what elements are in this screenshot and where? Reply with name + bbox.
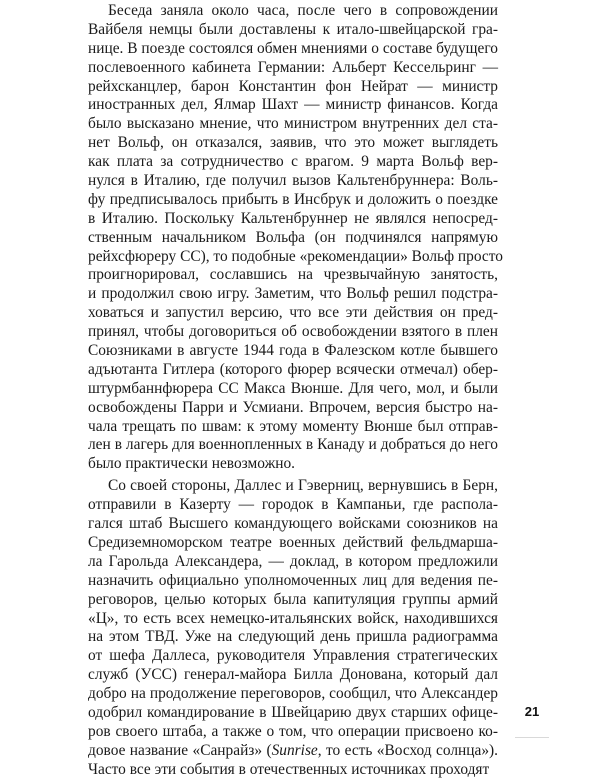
text-line: добро на продолжение переговоров, сообщил, что Александер [88,685,498,703]
text-line: на этом ТВД. Уже на следующий день пришла радиограмма [88,628,498,646]
text-line: одобрил командирование в Швейцарию двух старших офице- [88,703,498,721]
page-number: 21 [524,704,540,719]
text-line: ла Гарольда Александера, — доклад, в котором предложили [88,552,498,570]
page-number-rule [515,737,549,738]
text-line: ственным начальником Вольфа (он подчинялся напрямую [88,228,498,246]
text-line: Вайбеля немцы были доставлены к итало-швейцарской гра- [88,20,498,38]
text-line: ховаться и запустил версию, что все эти действия он пред- [88,304,498,322]
text-line: адъютанта Гитлера (которого фюрер всячески отмечал) обер- [88,360,498,378]
text-line: проигнорировал, сославшись на чрезвычайную занятость, [88,266,498,284]
text-line: Часто все эти события в отечественных источниках проходят [88,760,490,778]
text-line: чала трещать по швам: к этому моменту Вюнше был отправ- [88,417,498,435]
paragraph-2 [88,477,498,779]
text-line: Средиземноморском театре военных действий фельдмарша- [88,533,498,551]
text-line: в Италию. Поскольку Кальтенбруннер не являлся непосред- [88,209,498,227]
text-line: гался штаб Высшего командующего войсками союзников на [88,515,498,533]
text-line: нулся в Италию, где получил вызов Кальтенбруннера: Воль- [88,172,498,190]
emphasis: Sunrise [271,741,318,759]
text-line: было высказано мнение, что министром внутренних дел ста- [88,115,498,133]
text-line: фу предписывалось прибыть в Инсбрук и доложить о поездке [88,190,498,208]
text-line: нет Вольф, он отказался, заявив, что это может выглядеть [88,134,498,152]
text-line: отправили в Казерту — городок в Кампаньи, где распола- [88,496,498,514]
text-line: Со своей стороны, Даллес и Гэверниц, вернувшись в Берн, [108,477,498,495]
text-line: и продолжил свою игру. Заметим, что Вольф решил подстра- [88,285,498,303]
text-line: Союзниками в августе 1944 года в Фалезском котле бывшего [88,342,498,360]
body-text [88,2,503,780]
text-line: нице. В поезде состоялся обмен мнениями о составе будущего [88,39,498,57]
text-line: «Ц», то есть всех немецко-итальянских войск, находившихся [88,609,498,627]
text-line: рейхсканцлер, барон Константин фон Нейрат — министр [88,77,498,95]
text-line: от шефа Даллеса, руководителя Управления стратегических [88,647,498,665]
text-line: было практически невозможно. [88,455,295,473]
text-line: рейхсфюреру СС), то подобные «рекомендации» Вольф просто [88,247,503,265]
text-line: как плата за сотрудничество с врагом. 9 марта Вольф вер- [88,153,498,171]
text-line: Беседа заняла около часа, после чего в сопровождении [108,2,498,19]
text-line: принял, чтобы договориться об освобождении взятого в плен [88,323,498,341]
text-line: довое название «Санрайз» (Sunrise, то есть «Восход солнца»). [88,741,498,759]
text-line: послевоенного кабинета Германии: Альберт Кессельринг — [88,58,498,76]
text-line: реговоров, целью которых была капитуляция группы армий [88,590,498,608]
text-line: штурмбаннфюрера СС Макса Вюнше. Для чего, мол, и были [88,379,498,397]
text-line: назначить официально уполномоченных лиц для ведения пе- [88,571,498,589]
text-line: ров своего штаба, а также о том, что операции присвоено ко- [88,722,498,740]
text-line: служб (УСС) генерал-майора Билла Донована, который дал [88,666,498,684]
text-line: иностранных дел, Ялмар Шахт — министр финансов. Когда [88,96,498,114]
text-line: освобождены Парри и Усмиани. Впрочем, версия быстро на- [88,398,498,416]
paragraph-1 [88,2,503,474]
text-line: лен в лагерь для военнопленных в Канаду и добраться до него [88,436,498,454]
